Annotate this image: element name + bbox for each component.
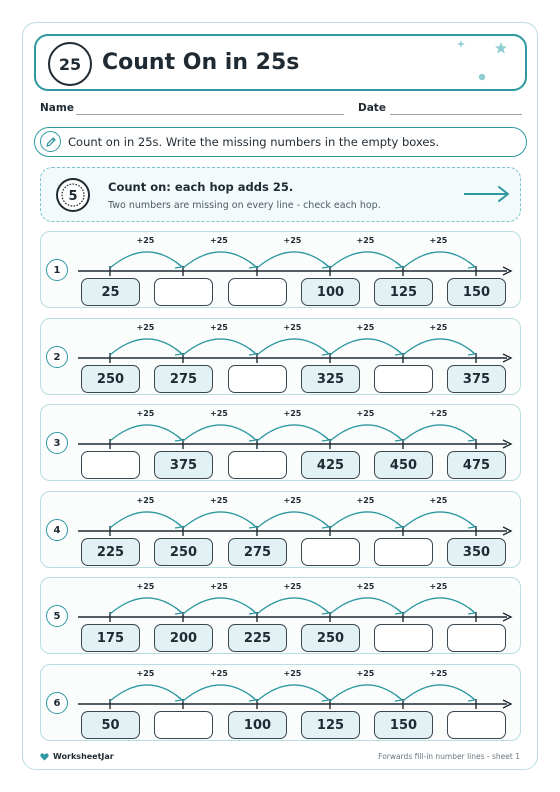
number-box: 425 — [301, 451, 360, 479]
problem-number: 4 — [46, 519, 68, 541]
hop-label: +25 — [356, 496, 375, 505]
number-box: 225 — [81, 538, 140, 566]
answer-box[interactable] — [228, 451, 287, 479]
name-field[interactable] — [76, 114, 344, 115]
number-box: 50 — [81, 711, 140, 739]
number-box: 125 — [301, 711, 360, 739]
hop-arc — [183, 512, 255, 528]
hop-label: +25 — [210, 582, 228, 591]
header — [34, 34, 527, 91]
hop-label: +25 — [429, 323, 448, 332]
right-arrow-icon — [462, 184, 512, 204]
hop-arc — [110, 512, 181, 528]
pencil-icon — [40, 131, 61, 152]
hop-label: +25 — [210, 669, 228, 678]
hop-arc — [183, 425, 255, 441]
number-box: 375 — [154, 451, 213, 479]
hop-arc — [110, 339, 181, 355]
hop-label: +25 — [429, 669, 448, 678]
hop-arc — [110, 425, 181, 441]
instruction-text: Count on in 25s. Write the missing numbers in the empty boxes. — [68, 135, 440, 149]
hop-arc — [183, 252, 255, 268]
number-box: 325 — [301, 365, 360, 393]
number-box: 475 — [447, 451, 506, 479]
answer-box[interactable] — [374, 624, 433, 652]
hop-label: +25 — [283, 236, 302, 245]
answer-box[interactable] — [447, 624, 506, 652]
hop-arc — [257, 512, 328, 528]
hop-label: +25 — [283, 496, 302, 505]
problem-number: 2 — [46, 346, 68, 368]
star-icon — [494, 41, 508, 55]
number-line-problem — [40, 577, 521, 654]
answer-box[interactable] — [374, 365, 433, 393]
hop-label: +25 — [429, 236, 448, 245]
answer-box[interactable] — [228, 278, 287, 306]
hop-arc — [403, 512, 474, 528]
hop-arc — [330, 598, 401, 614]
hop-arc — [183, 339, 255, 355]
number-box: 375 — [447, 365, 506, 393]
hop-arc — [183, 598, 255, 614]
hop-label: +25 — [429, 582, 448, 591]
hop-label: +25 — [356, 582, 375, 591]
name-date-fields — [40, 102, 522, 118]
name-label: Name — [40, 102, 74, 114]
hop-label: +25 — [283, 669, 302, 678]
number-box: 250 — [301, 624, 360, 652]
answer-box[interactable] — [447, 711, 506, 739]
number-box: 275 — [154, 365, 213, 393]
answer-box[interactable] — [301, 538, 360, 566]
number-line-problem — [40, 318, 521, 395]
number-box: 100 — [228, 711, 287, 739]
tip-panel — [40, 167, 521, 222]
hop-label: +25 — [136, 496, 155, 505]
hop-arc — [403, 425, 474, 441]
hop-arc — [110, 685, 181, 701]
hop-arc — [330, 425, 401, 441]
hop-arc — [257, 252, 328, 268]
hop-arc — [330, 685, 401, 701]
hop-arc — [110, 252, 181, 268]
hop-arc — [257, 598, 328, 614]
hop-arc — [330, 339, 401, 355]
hop-label: +25 — [136, 323, 155, 332]
answer-box[interactable] — [228, 365, 287, 393]
hop-arc — [403, 685, 474, 701]
hop-label: +25 — [283, 582, 302, 591]
instruction-bar — [34, 127, 527, 157]
hop-arc — [257, 425, 328, 441]
number-box: 150 — [374, 711, 433, 739]
answer-box[interactable] — [154, 711, 213, 739]
number-box: 150 — [447, 278, 506, 306]
coin-5-icon — [56, 178, 90, 212]
brand-name: WorksheetJar — [53, 752, 114, 761]
problem-number: 1 — [46, 259, 68, 281]
sparkle-icon — [456, 39, 466, 49]
hop-label: +25 — [210, 496, 228, 505]
number-box: 25 — [81, 278, 140, 306]
number-box: 250 — [154, 538, 213, 566]
tip-title: Count on: each hop adds 25. — [108, 180, 294, 194]
number-box: 250 — [81, 365, 140, 393]
problem-number: 6 — [46, 692, 68, 714]
problem-number: 5 — [46, 605, 68, 627]
footer-brand — [40, 752, 114, 761]
hop-label: +25 — [136, 409, 155, 418]
number-box: 100 — [301, 278, 360, 306]
hop-arc — [330, 252, 401, 268]
hop-arc — [110, 598, 181, 614]
coin-text: 5 — [68, 189, 78, 204]
hop-arc — [403, 598, 474, 614]
number-box: 175 — [81, 624, 140, 652]
number-box: 200 — [154, 624, 213, 652]
hop-label: +25 — [356, 409, 375, 418]
number-line-problem — [40, 664, 521, 741]
number-box: 350 — [447, 538, 506, 566]
hop-arc — [403, 252, 474, 268]
hop-label: +25 — [283, 409, 302, 418]
hop-label: +25 — [136, 582, 155, 591]
heart-icon — [40, 753, 49, 761]
date-label: Date — [358, 102, 386, 114]
title-badge: 25 — [48, 42, 92, 86]
hop-arc — [330, 512, 401, 528]
hop-arc — [183, 685, 255, 701]
number-box: 225 — [228, 624, 287, 652]
page-title: Count On in 25s — [102, 50, 300, 75]
hop-arc — [257, 685, 328, 701]
hop-label: +25 — [136, 236, 155, 245]
number-line-problem — [40, 231, 521, 308]
number-line-problem — [40, 491, 521, 568]
hop-arc — [403, 339, 474, 355]
hop-label: +25 — [356, 323, 375, 332]
hop-arc — [257, 339, 328, 355]
answer-box[interactable] — [374, 538, 433, 566]
answer-box[interactable] — [81, 451, 140, 479]
hop-label: +25 — [429, 496, 448, 505]
date-field[interactable] — [390, 114, 522, 115]
tip-subtitle: Two numbers are missing on every line - check each hop. — [108, 200, 381, 211]
number-box: 125 — [374, 278, 433, 306]
footer-note: Forwards fill-in number lines - sheet 1 — [378, 752, 520, 761]
hop-label: +25 — [429, 409, 448, 418]
hop-label: +25 — [356, 669, 375, 678]
dot-icon — [478, 73, 486, 81]
hop-label: +25 — [210, 236, 228, 245]
number-line-problem — [40, 404, 521, 481]
answer-box[interactable] — [154, 278, 213, 306]
hop-label: +25 — [210, 409, 228, 418]
problem-number: 3 — [46, 432, 68, 454]
hop-label: +25 — [356, 236, 375, 245]
hop-label: +25 — [210, 323, 228, 332]
number-box: 450 — [374, 451, 433, 479]
hop-label: +25 — [283, 323, 302, 332]
hop-label: +25 — [136, 669, 155, 678]
number-box: 275 — [228, 538, 287, 566]
